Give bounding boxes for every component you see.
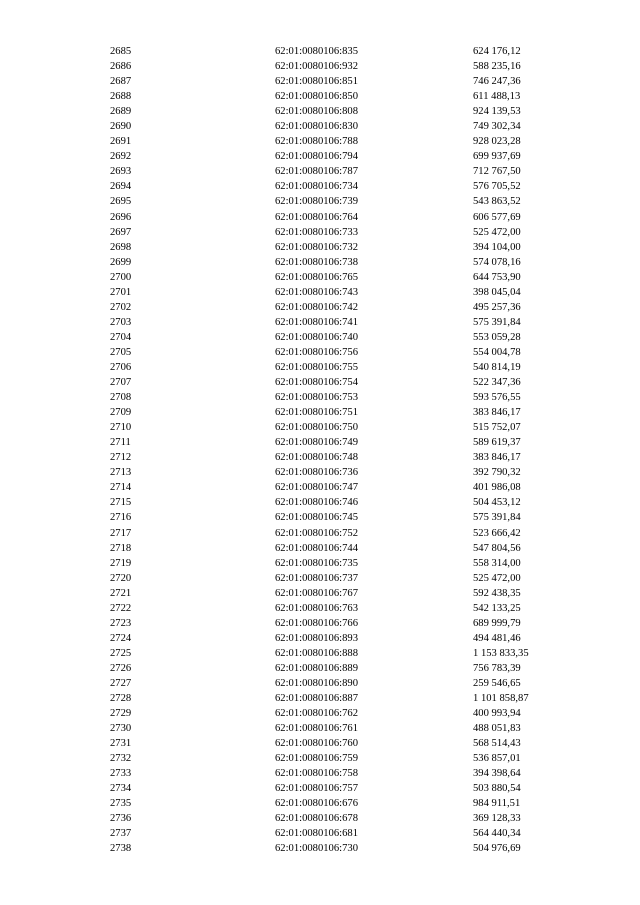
table-row [0,375,640,390]
table-row [0,149,640,164]
cadastral-number: 62:01:0080106:733 [275,226,358,238]
cadastral-value: 689 999,79 [473,617,521,629]
cadastral-number: 62:01:0080106:760 [275,738,358,750]
cadastral-number: 62:01:0080106:743 [275,286,358,298]
row-number: 2692 [110,151,132,163]
cadastral-value: 1 153 833,35 [473,647,529,659]
cadastral-number: 62:01:0080106:744 [275,542,358,554]
row-number: 2738 [110,843,132,855]
cadastral-value: 401 986,08 [473,482,521,494]
row-number: 2693 [110,166,132,178]
cadastral-value: 536 857,01 [473,753,521,765]
table-row [0,616,640,631]
row-number: 2689 [110,106,132,118]
row-number: 2731 [110,738,132,750]
cadastral-number: 62:01:0080106:765 [275,271,358,283]
row-number: 2700 [110,271,132,283]
table-row [0,495,640,510]
cadastral-value: 574 078,16 [473,256,521,268]
cadastral-value: 749 302,34 [473,121,521,133]
cadastral-number: 62:01:0080106:764 [275,211,358,223]
table-row [0,435,640,450]
table-row [0,240,640,255]
row-number: 2715 [110,497,132,509]
cadastral-value: 575 391,84 [473,512,521,524]
cadastral-number: 62:01:0080106:787 [275,166,358,178]
cadastral-value: 644 753,90 [473,271,521,283]
cadastral-number: 62:01:0080106:681 [275,828,358,840]
cadastral-number: 62:01:0080106:794 [275,151,358,163]
row-number: 2685 [110,46,132,57]
table-row [0,300,640,315]
cadastral-value: 576 705,52 [473,181,521,193]
cadastral-number: 62:01:0080106:749 [275,437,358,449]
row-number: 2732 [110,753,132,765]
row-number: 2716 [110,512,132,524]
row-number: 2690 [110,121,132,133]
table-row [0,826,640,841]
cadastral-value: 392 790,32 [473,467,521,479]
row-number: 2686 [110,61,132,73]
table-row [0,766,640,781]
row-number: 2730 [110,723,132,735]
cadastral-number: 62:01:0080106:888 [275,647,358,659]
row-number: 2711 [110,437,131,449]
cadastral-number: 62:01:0080106:755 [275,361,358,373]
cadastral-number: 62:01:0080106:742 [275,301,358,313]
cadastral-value: 575 391,84 [473,316,521,328]
cadastral-value: 624 176,12 [473,46,521,57]
cadastral-value: 394 104,00 [473,241,521,253]
cadastral-number: 62:01:0080106:738 [275,256,358,268]
cadastral-value: 495 257,36 [473,301,521,313]
cadastral-number: 62:01:0080106:759 [275,753,358,765]
table-row [0,285,640,300]
cadastral-number: 62:01:0080106:678 [275,813,358,825]
row-number: 2706 [110,361,132,373]
table-row [0,390,640,405]
table-row [0,721,640,736]
table-row [0,510,640,525]
table-row [0,194,640,209]
cadastral-value: 588 235,16 [473,61,521,73]
row-number: 2694 [110,181,132,193]
cadastral-value: 592 438,35 [473,587,521,599]
table-row [0,556,640,571]
table-row [0,44,640,59]
cadastral-number: 62:01:0080106:766 [275,617,358,629]
row-number: 2687 [110,76,132,88]
row-number: 2705 [110,346,132,358]
cadastral-number: 62:01:0080106:747 [275,482,358,494]
cadastral-value: 589 619,37 [473,437,521,449]
table-row [0,526,640,541]
cadastral-number: 62:01:0080106:808 [275,106,358,118]
cadastral-number: 62:01:0080106:751 [275,407,358,419]
row-number: 2696 [110,211,132,223]
row-number: 2734 [110,783,132,795]
cadastral-number: 62:01:0080106:752 [275,527,358,539]
table-row [0,465,640,480]
cadastral-number: 62:01:0080106:850 [275,91,358,103]
cadastral-value: 554 004,78 [473,346,521,358]
cadastral-value: 611 488,13 [473,91,521,103]
row-number: 2698 [110,241,132,253]
row-number: 2728 [110,693,132,705]
cadastral-value: 259 546,65 [473,677,521,689]
row-number: 2721 [110,587,132,599]
cadastral-number: 62:01:0080106:887 [275,693,358,705]
table-row [0,330,640,345]
table-row [0,119,640,134]
cadastral-value: 542 133,25 [473,602,521,614]
table-row [0,661,640,676]
cadastral-value: 523 666,42 [473,527,521,539]
row-number: 2720 [110,572,132,584]
row-number: 2723 [110,617,132,629]
table-row [0,631,640,646]
cadastral-number: 62:01:0080106:851 [275,76,358,88]
table-row [0,541,640,556]
cadastral-number: 62:01:0080106:741 [275,316,358,328]
cadastral-value: 924 139,53 [473,106,521,118]
row-number: 2701 [110,286,132,298]
cadastral-value: 369 128,33 [473,813,521,825]
cadastral-number: 62:01:0080106:756 [275,346,358,358]
cadastral-value: 984 911,51 [473,798,521,810]
cadastral-number: 62:01:0080106:835 [275,46,358,57]
table-row [0,691,640,706]
cadastral-number: 62:01:0080106:889 [275,662,358,674]
cadastral-number: 62:01:0080106:734 [275,181,358,193]
row-number: 2737 [110,828,132,840]
cadastral-value: 515 752,07 [473,422,521,434]
row-number: 2714 [110,482,132,494]
cadastral-number: 62:01:0080106:676 [275,798,358,810]
table-row [0,345,640,360]
table-row [0,781,640,796]
row-number: 2709 [110,407,132,419]
table-row [0,706,640,721]
table-row [0,420,640,435]
cadastral-number: 62:01:0080106:754 [275,377,358,389]
cadastral-value: 522 347,36 [473,377,521,389]
cadastral-number: 62:01:0080106:762 [275,708,358,720]
cadastral-value: 568 514,43 [473,738,521,750]
table-row [0,315,640,330]
cadastral-number: 62:01:0080106:890 [275,677,358,689]
table-row [0,59,640,74]
cadastral-number: 62:01:0080106:745 [275,512,358,524]
table-row [0,676,640,691]
cadastral-value: 593 576,55 [473,392,521,404]
cadastral-number: 62:01:0080106:735 [275,557,358,569]
cadastral-value: 553 059,28 [473,331,521,343]
cadastral-number: 62:01:0080106:748 [275,452,358,464]
cadastral-value: 543 863,52 [473,196,521,208]
cadastral-number: 62:01:0080106:740 [275,331,358,343]
table-row [0,646,640,661]
table-row [0,405,640,420]
cadastral-value: 1 101 858,87 [473,693,529,705]
cadastral-value: 558 314,00 [473,557,521,569]
row-number: 2712 [110,452,132,464]
row-number: 2695 [110,196,132,208]
cadastral-value: 564 440,34 [473,828,521,840]
row-number: 2710 [110,422,132,434]
table-row [0,586,640,601]
cadastral-value: 746 247,36 [473,76,521,88]
row-number: 2717 [110,527,132,539]
table-row [0,480,640,495]
cadastral-number: 62:01:0080106:758 [275,768,358,780]
row-number: 2702 [110,301,132,313]
cadastral-number: 62:01:0080106:732 [275,241,358,253]
row-number: 2688 [110,91,132,103]
row-number: 2729 [110,708,132,720]
row-number: 2725 [110,647,132,659]
table-row [0,164,640,179]
row-number: 2722 [110,602,132,614]
cadastral-value: 494 481,46 [473,632,521,644]
row-number: 2708 [110,392,132,404]
data-table [0,44,640,857]
table-row [0,225,640,240]
row-number: 2691 [110,136,132,148]
cadastral-value: 606 577,69 [473,211,521,223]
table-row [0,255,640,270]
table-row [0,104,640,119]
row-number: 2704 [110,331,132,343]
cadastral-number: 62:01:0080106:830 [275,121,358,133]
cadastral-value: 756 783,39 [473,662,521,674]
cadastral-value: 504 453,12 [473,497,521,509]
table-row [0,736,640,751]
cadastral-value: 928 023,28 [473,136,521,148]
cadastral-number: 62:01:0080106:739 [275,196,358,208]
row-number: 2719 [110,557,132,569]
cadastral-number: 62:01:0080106:753 [275,392,358,404]
table-row [0,796,640,811]
cadastral-number: 62:01:0080106:761 [275,723,358,735]
cadastral-value: 504 976,69 [473,843,521,855]
row-number: 2707 [110,377,132,389]
table-row [0,179,640,194]
row-number: 2699 [110,256,132,268]
cadastral-value: 394 398,64 [473,768,521,780]
cadastral-value: 540 814,19 [473,361,521,373]
cadastral-value: 547 804,56 [473,542,521,554]
table-row [0,74,640,89]
cadastral-value: 383 846,17 [473,452,521,464]
cadastral-value: 400 993,94 [473,708,521,720]
cadastral-number: 62:01:0080106:763 [275,602,358,614]
table-row [0,841,640,856]
row-number: 2735 [110,798,132,810]
cadastral-number: 62:01:0080106:750 [275,422,358,434]
row-number: 2713 [110,467,132,479]
cadastral-value: 525 472,00 [473,226,521,238]
table-row [0,270,640,285]
table-row [0,134,640,149]
table-row [0,450,640,465]
table-row [0,571,640,586]
cadastral-number: 62:01:0080106:788 [275,136,358,148]
row-number: 2727 [110,677,132,689]
cadastral-number: 62:01:0080106:757 [275,783,358,795]
cadastral-number: 62:01:0080106:932 [275,61,358,73]
row-number: 2736 [110,813,132,825]
row-number: 2726 [110,662,132,674]
cadastral-number: 62:01:0080106:893 [275,632,358,644]
cadastral-value: 398 045,04 [473,286,521,298]
cadastral-value: 525 472,00 [473,572,521,584]
table-row [0,210,640,225]
cadastral-number: 62:01:0080106:730 [275,843,358,855]
row-number: 2724 [110,632,132,644]
table-row [0,601,640,616]
row-number: 2703 [110,316,132,328]
table-row [0,360,640,375]
row-number: 2697 [110,226,132,238]
cadastral-number: 62:01:0080106:737 [275,572,358,584]
row-number: 2718 [110,542,132,554]
table-row [0,751,640,766]
row-number: 2733 [110,768,132,780]
cadastral-value: 699 937,69 [473,151,521,163]
cadastral-value: 383 846,17 [473,407,521,419]
table-row [0,811,640,826]
cadastral-number: 62:01:0080106:736 [275,467,358,479]
table-row [0,89,640,104]
cadastral-number: 62:01:0080106:767 [275,587,358,599]
cadastral-value: 503 880,54 [473,783,521,795]
cadastral-number: 62:01:0080106:746 [275,497,358,509]
cadastral-value: 488 051,83 [473,723,521,735]
cadastral-value: 712 767,50 [473,166,521,178]
